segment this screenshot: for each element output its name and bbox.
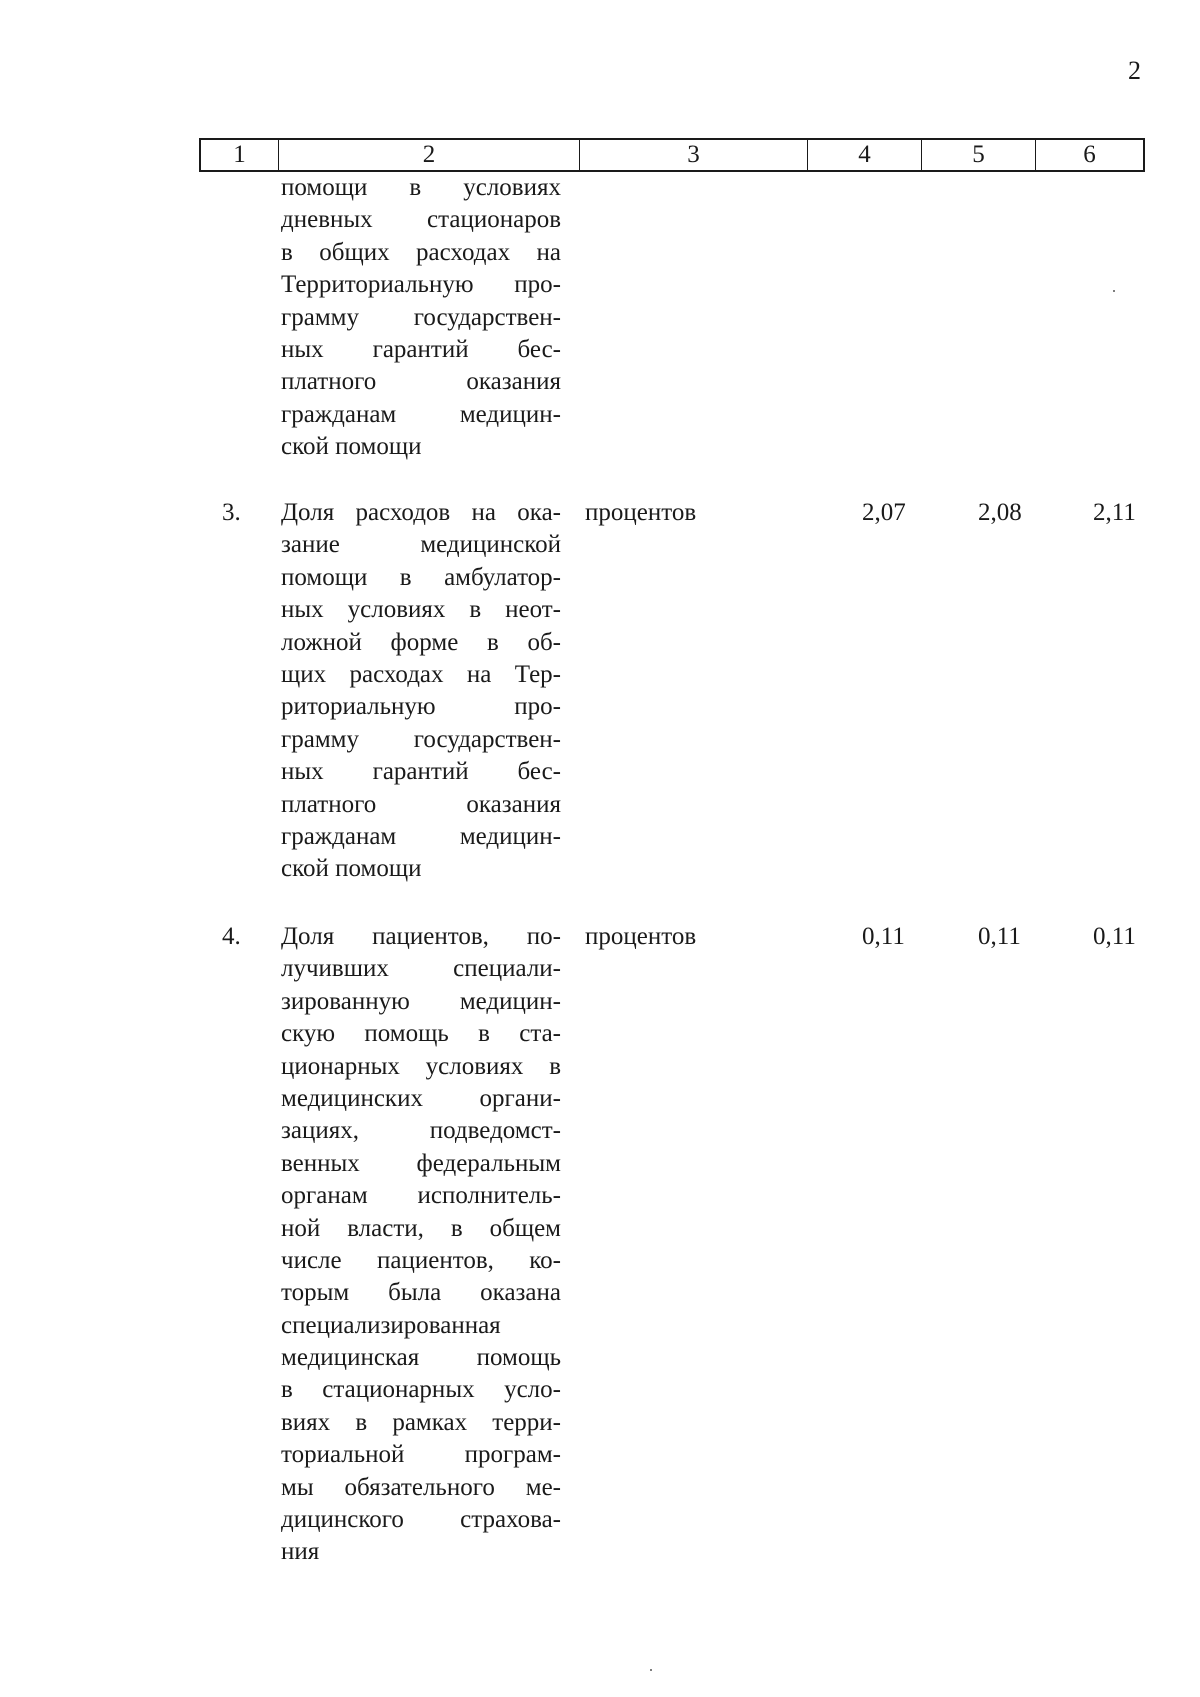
name-line: помощи в амбулатор- (281, 563, 561, 591)
name-line: ториальной програм- (281, 1441, 561, 1469)
name-line: лучивших специали- (281, 955, 561, 983)
name-line: зациях, подведомст- (281, 1117, 561, 1145)
name-line: зание медицинской (281, 531, 561, 559)
page-number: 2 (1128, 56, 1141, 85)
name-line: в стационарных усло- (281, 1376, 561, 1404)
name-line: ния (281, 1538, 320, 1566)
name-line: помощи в условиях (281, 174, 561, 201)
row-number: 4. (222, 923, 241, 950)
name-line: мы обязательного ме- (281, 1473, 561, 1501)
name-line: ных гарантий бес- (281, 335, 561, 363)
header-col-4: 4 (808, 140, 922, 170)
name-line: виях в рамках терри- (281, 1408, 561, 1436)
name-line: грамму государствен- (281, 725, 561, 753)
name-line: торым была оказана (281, 1279, 561, 1307)
name-line: медицинская помощь (281, 1344, 561, 1372)
row-number: 3. (222, 499, 241, 526)
indicator-name (281, 921, 561, 1569)
name-line: Территориальную про- (281, 271, 561, 299)
header-col-5: 5 (922, 140, 1036, 170)
name-line: платного оказания (281, 790, 561, 818)
name-line: щих расходах на Тер- (281, 660, 561, 688)
value-col-4: 2,07 (862, 499, 906, 526)
unit-of-measure: процентов (585, 923, 697, 950)
name-line: зированную медицин- (281, 987, 561, 1015)
scan-speck (1113, 290, 1115, 292)
value-col-5: 2,08 (978, 499, 1022, 526)
unit-of-measure: процентов (585, 499, 697, 526)
name-line: специализированная (281, 1311, 501, 1339)
name-line: скую помощь в ста- (281, 1020, 561, 1048)
name-line: ской помощи (281, 433, 422, 461)
name-line: Доля расходов на ока- (281, 499, 561, 526)
header-col-2: 2 (279, 140, 580, 170)
scan-speck (650, 1669, 652, 1671)
name-line: медицинских органи- (281, 1084, 561, 1112)
value-col-6: 0,11 (1093, 923, 1136, 950)
header-col-3: 3 (580, 140, 808, 170)
name-line: в общих расходах на (281, 238, 561, 266)
name-line: ных условиях в неот- (281, 596, 561, 624)
name-line: числе пациентов, ко- (281, 1246, 561, 1274)
value-col-5: 0,11 (978, 923, 1021, 950)
name-line: грамму государствен- (281, 303, 561, 331)
name-line: венных федеральным (281, 1149, 561, 1177)
name-line: ложной форме в об- (281, 628, 561, 656)
name-line: ской помощи (281, 855, 422, 883)
name-line: гражданам медицин- (281, 400, 561, 428)
table-header (199, 138, 1145, 172)
name-line: Доля пациентов, по- (281, 923, 561, 950)
indicator-name (281, 497, 561, 886)
name-line: платного оказания (281, 368, 561, 396)
name-line: дневных стационаров (281, 206, 561, 234)
name-line: ной власти, в общем (281, 1214, 561, 1242)
name-line: риториальную про- (281, 693, 561, 721)
name-line: ционарных условиях в (281, 1052, 561, 1080)
header-col-1: 1 (201, 140, 279, 170)
header-col-6: 6 (1083, 141, 1096, 168)
name-line: органам исполнитель- (281, 1182, 561, 1210)
value-col-6: 2,11 (1093, 499, 1136, 526)
name-line: ных гарантий бес- (281, 758, 561, 786)
name-line: гражданам медицин- (281, 822, 561, 850)
indicator-name (281, 172, 561, 464)
value-col-4: 0,11 (862, 923, 905, 950)
name-line: дицинского страхова- (281, 1506, 561, 1534)
